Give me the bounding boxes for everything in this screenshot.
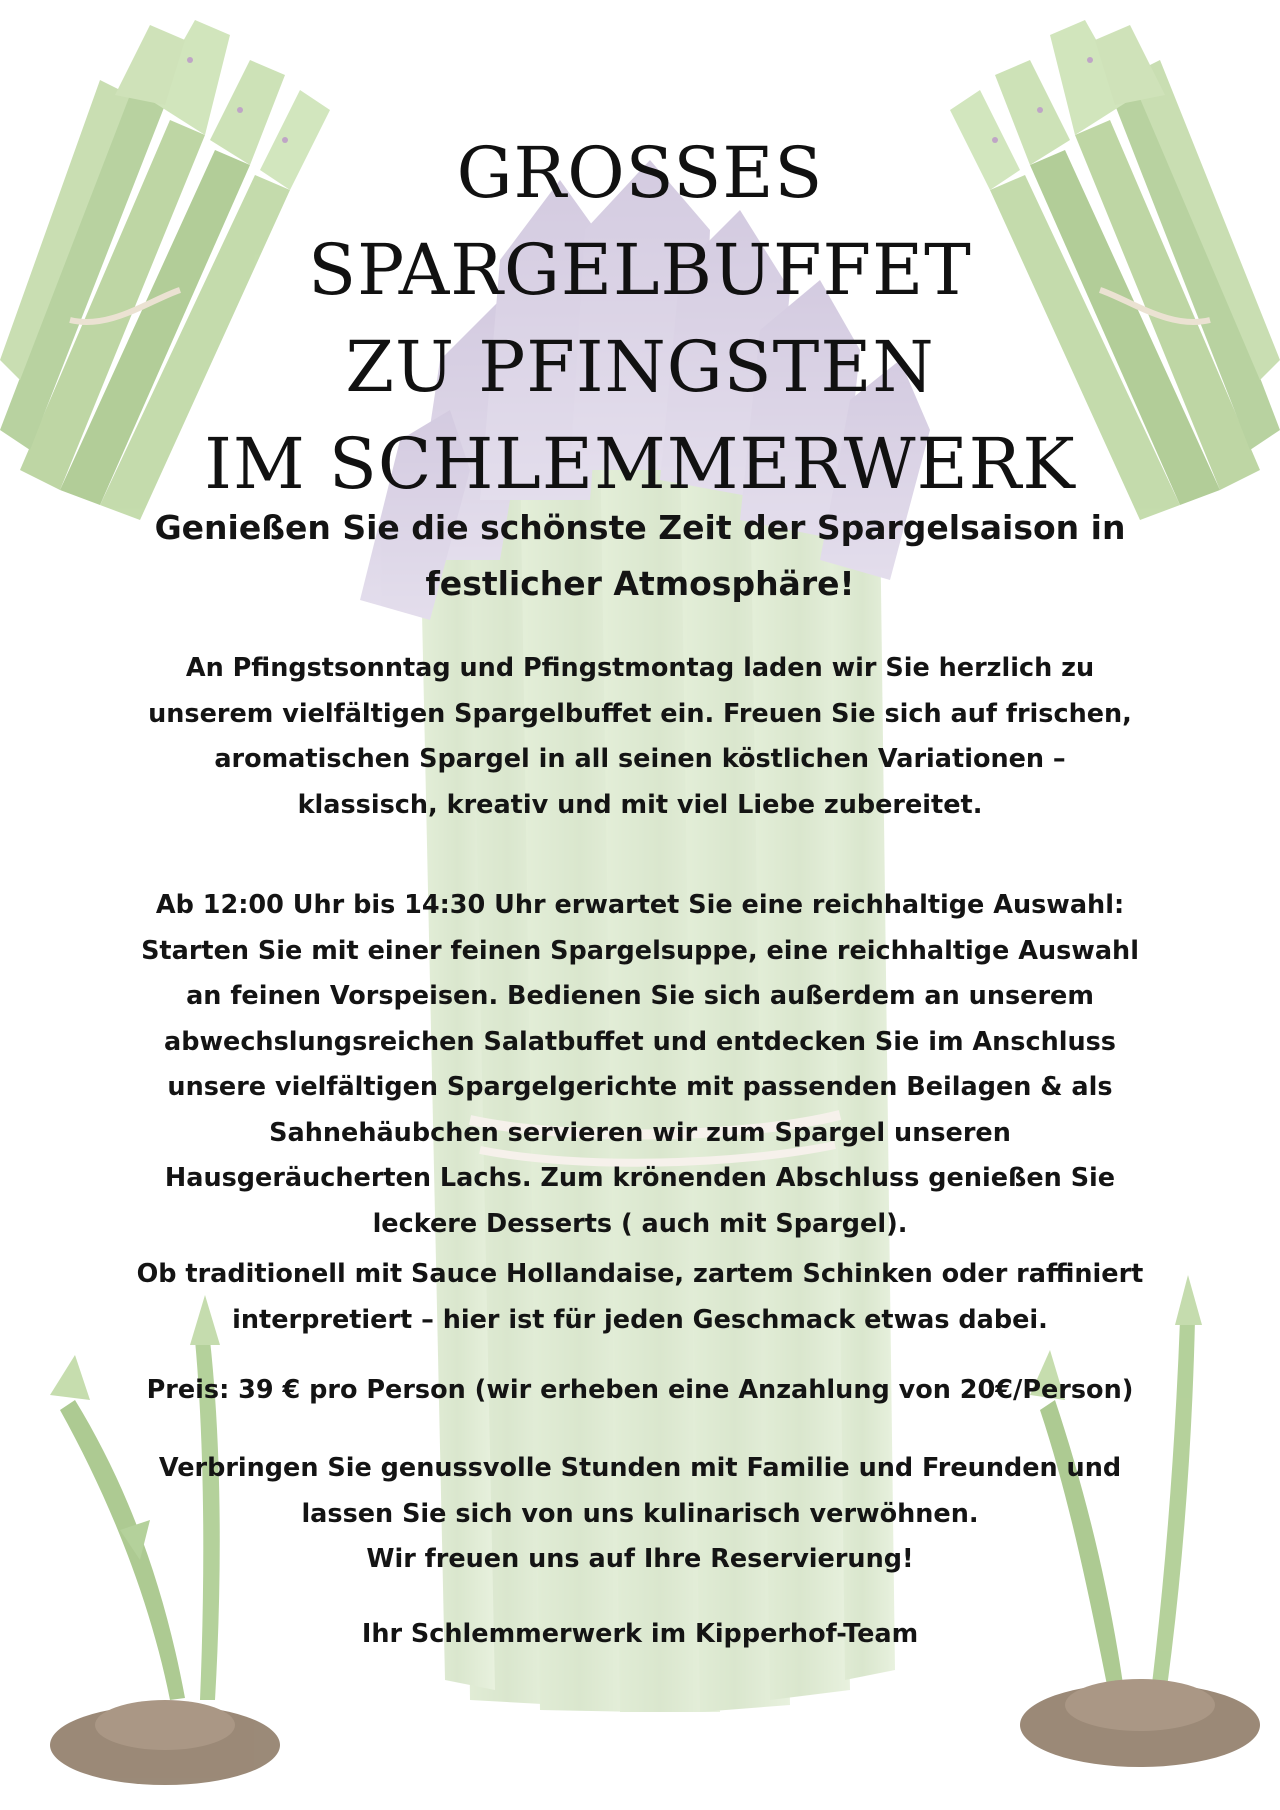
text-line: lassen Sie sich von uns kulinarisch verwöhnen. <box>301 1498 979 1529</box>
intro-paragraph <box>70 646 1210 828</box>
signature <box>70 1612 1210 1658</box>
text-line: abwechslungsreichen Salatbuffet und entdecken Sie im Anschluss <box>164 1026 1116 1057</box>
text-line: an feinen Vorspeisen. Bedienen Sie sich außerdem an unserem <box>186 981 1094 1011</box>
closing-paragraph <box>70 1446 1210 1583</box>
title-line: ZU PFINGSTEN <box>345 326 935 408</box>
text-line: Ab 12:00 Uhr bis 14:30 Uhr erwartet Sie eine reichhaltige Auswahl: <box>155 890 1125 920</box>
subtitle-line: festlicher Atmosphäre! <box>425 564 855 603</box>
menu-paragraph <box>70 883 1210 1247</box>
text-line: leckere Desserts ( auch mit Spargel). <box>372 1208 908 1239</box>
subtitle-line: Genießen Sie die schönste Zeit der Spargelsaison in <box>154 508 1126 547</box>
text-line: Sahnehäubchen servieren wir zum Spargel unseren <box>269 1117 1011 1148</box>
text-line: Ob traditionell mit Sauce Hollandaise, zartem Schinken oder raffiniert <box>136 1259 1144 1289</box>
text-line: unserem vielfältigen Spargelbuffet ein. Freuen Sie sich auf frischen, <box>148 698 1132 729</box>
title-line: IM SCHLEMMERWERK <box>204 423 1076 505</box>
text-line: aromatischen Spargel in all seinen köstlichen Variationen – <box>214 744 1066 774</box>
text-line: Wir freuen uns auf Ihre Reservierung! <box>366 1544 914 1574</box>
price-text <box>70 1368 1210 1414</box>
text-line: Ihr Schlemmerwerk im Kipperhof-Team <box>361 1619 919 1649</box>
text-line: Hausgeräucherten Lachs. Zum krönenden Abschluss genießen Sie <box>164 1163 1116 1193</box>
text-line: Preis: 39 € pro Person (wir erheben eine Anzahlung von 20€/Person) <box>146 1375 1134 1405</box>
title-line: GROSSES SPARGELBUFFET <box>308 132 972 311</box>
text-line: Verbringen Sie genussvolle Stunden mit Familie und Freunden und <box>158 1453 1122 1483</box>
variety-paragraph <box>70 1252 1210 1343</box>
page-title <box>140 125 1140 513</box>
text-line: klassisch, kreativ und mit viel Liebe zubereitet. <box>297 789 983 820</box>
text-line: unsere vielfältigen Spargelgerichte mit passenden Beilagen & als <box>167 1072 1113 1102</box>
text-line: An Pfingstsonntag und Pfingstmontag laden wir Sie herzlich zu <box>185 653 1095 683</box>
text-line: interpretiert – hier ist für jeden Geschmack etwas dabei. <box>232 1304 1048 1335</box>
text-line: Starten Sie mit einer feinen Spargelsuppe, eine reichhaltige Auswahl <box>141 935 1139 966</box>
subtitle <box>100 500 1180 612</box>
